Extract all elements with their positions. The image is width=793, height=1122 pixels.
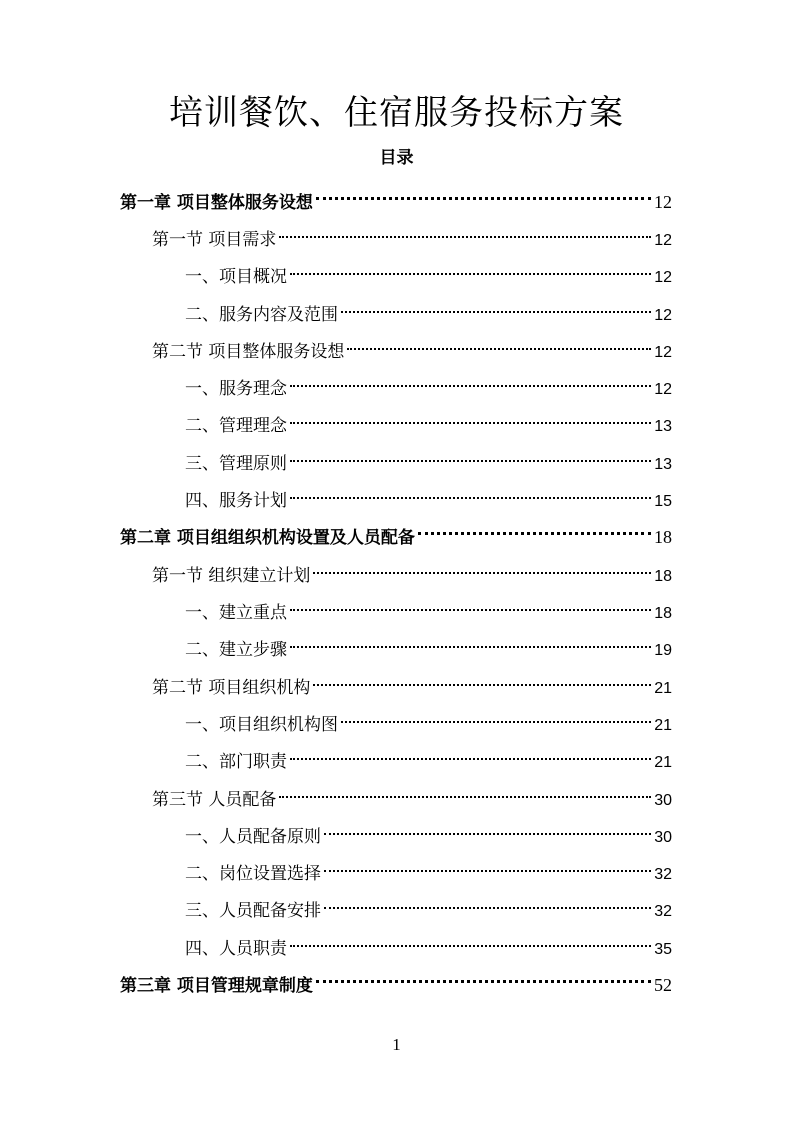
toc-entry-subsection[interactable] — [185, 254, 672, 287]
toc-dot-leader — [324, 814, 651, 842]
toc-entry-subsection[interactable] — [185, 926, 672, 959]
toc-entry-label: 二、管理理念 — [185, 416, 287, 436]
toc-entry-subsection[interactable] — [185, 627, 672, 660]
toc-entry-page: 21 — [654, 717, 672, 734]
toc-entry-page: 12 — [654, 307, 672, 324]
toc-entry-label: 第一章 项目整体服务设想 — [120, 193, 313, 213]
toc-entry-label: 三、人员配备安排 — [185, 901, 321, 921]
toc-entry-page: 12 — [654, 381, 672, 398]
toc-entry-page: 35 — [654, 941, 672, 958]
toc-entry-section[interactable] — [152, 553, 672, 586]
toc-entry-subsection[interactable] — [185, 888, 672, 921]
toc-entry-subsection[interactable] — [185, 851, 672, 884]
toc-entry-page: 13 — [654, 418, 672, 435]
toc-entry-section[interactable] — [152, 217, 672, 250]
toc-dot-leader — [324, 888, 651, 916]
toc-dot-leader — [324, 851, 651, 879]
toc-entry-label: 二、岗位设置选择 — [185, 864, 321, 884]
toc-entry-page: 32 — [654, 903, 672, 920]
toc-entry-page: 32 — [654, 866, 672, 883]
toc-dot-leader — [316, 180, 651, 208]
toc-entry-page: 13 — [654, 456, 672, 473]
toc-entry-label: 一、人员配备原则 — [185, 827, 321, 847]
toc-entry-label: 四、人员职责 — [185, 939, 287, 959]
toc-dot-leader — [316, 963, 651, 991]
toc-entry-page: 21 — [654, 754, 672, 771]
toc-entry-subsection[interactable] — [185, 814, 672, 847]
toc-dot-leader — [290, 739, 651, 767]
toc-entry-subsection[interactable] — [185, 478, 672, 511]
toc-entry-page: 52 — [654, 975, 672, 995]
toc-entry-label: 第一节 项目需求 — [152, 230, 277, 250]
toc-entry-page: 12 — [654, 344, 672, 361]
toc-heading: 目录 — [379, 148, 414, 168]
toc-entry-label: 一、项目组织机构图 — [185, 715, 338, 735]
toc-entry-page: 18 — [654, 568, 672, 585]
toc-entry-label: 第二节 项目整体服务设想 — [152, 342, 345, 362]
toc-dot-leader — [290, 627, 651, 655]
toc-entry-section[interactable] — [152, 777, 672, 810]
toc-entry-label: 一、服务理念 — [185, 379, 287, 399]
toc-entry-page: 18 — [654, 527, 672, 547]
toc-dot-leader — [279, 777, 651, 805]
toc-dot-leader — [418, 515, 651, 543]
toc-entry-page: 30 — [654, 792, 672, 809]
toc-entry-label: 二、建立步骤 — [185, 640, 287, 660]
toc-entry-page: 30 — [654, 829, 672, 846]
toc-entry-label: 第一节 组织建立计划 — [152, 566, 311, 586]
toc-dot-leader — [290, 926, 651, 954]
document-title: 培训餐饮、住宿服务投标方案 — [169, 93, 624, 133]
toc-entry-page: 12 — [654, 192, 672, 212]
toc-dot-leader — [341, 702, 651, 730]
toc-dot-leader — [279, 217, 651, 245]
toc-entry-subsection[interactable] — [185, 739, 672, 772]
toc-entry-subsection[interactable] — [185, 590, 672, 623]
toc-entry-chapter[interactable] — [120, 515, 672, 548]
toc-entry-label: 三、管理原则 — [185, 454, 287, 474]
toc-entry-subsection[interactable] — [185, 366, 672, 399]
toc-entry-subsection[interactable] — [185, 292, 672, 325]
toc-dot-leader — [290, 478, 651, 506]
toc-entry-page: 15 — [654, 493, 672, 510]
toc-dot-leader — [290, 254, 651, 282]
toc-entry-subsection[interactable] — [185, 702, 672, 735]
toc-entry-chapter[interactable] — [120, 180, 672, 213]
toc-entry-label: 一、建立重点 — [185, 603, 287, 623]
toc-dot-leader — [290, 441, 651, 469]
toc-dot-leader — [290, 590, 651, 618]
toc-dot-leader — [290, 366, 651, 394]
toc-dot-leader — [341, 292, 651, 320]
toc-dot-leader — [290, 403, 651, 431]
toc-entry-subsection[interactable] — [185, 441, 672, 474]
toc-entry-page: 12 — [654, 269, 672, 286]
toc-entry-page: 18 — [654, 605, 672, 622]
toc-entry-page: 21 — [654, 680, 672, 697]
toc-entry-label: 第二节 项目组织机构 — [152, 678, 311, 698]
toc-entry-page: 19 — [654, 642, 672, 659]
page-number: 1 — [392, 1035, 401, 1054]
toc-entry-label: 第三章 项目管理规章制度 — [120, 976, 313, 996]
toc-entry-label: 二、服务内容及范围 — [185, 305, 338, 325]
toc-dot-leader — [313, 553, 651, 581]
toc-entry-section[interactable] — [152, 665, 672, 698]
toc-dot-leader — [313, 665, 651, 693]
toc-entry-label: 二、部门职责 — [185, 752, 287, 772]
toc-entry-section[interactable] — [152, 329, 672, 362]
toc-entry-chapter[interactable] — [120, 963, 672, 996]
toc-dot-leader — [347, 329, 651, 357]
toc-entry-page: 12 — [654, 232, 672, 249]
toc-entry-label: 一、项目概况 — [185, 267, 287, 287]
toc-entry-label: 第三节 人员配备 — [152, 790, 277, 810]
toc-entry-label: 四、服务计划 — [185, 491, 287, 511]
toc-entry-subsection[interactable] — [185, 403, 672, 436]
toc-entry-label: 第二章 项目组组织机构设置及人员配备 — [120, 528, 415, 548]
